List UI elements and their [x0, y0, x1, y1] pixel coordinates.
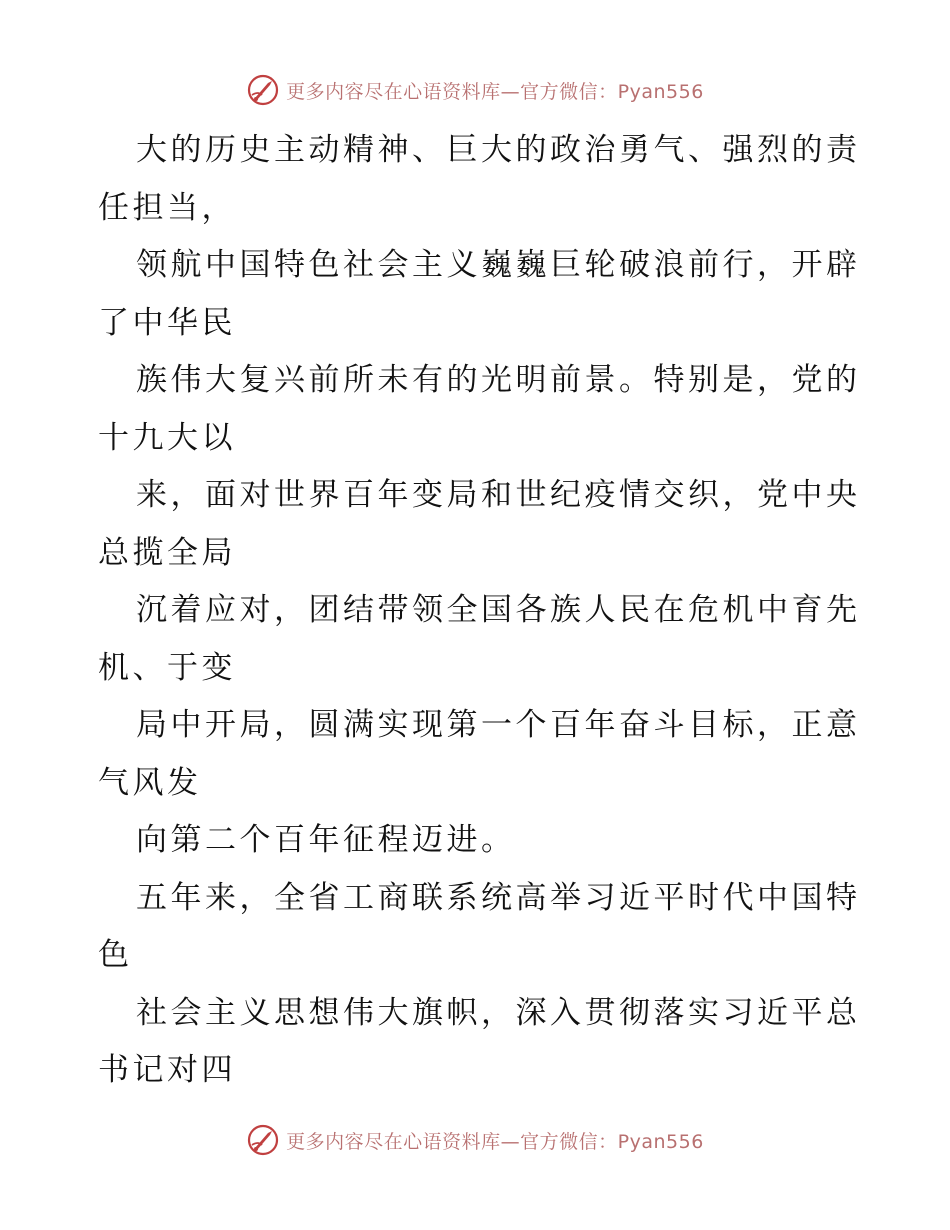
footer-watermark-banner	[0, 1120, 950, 1160]
text-line: 向第二个百年征程迈进。	[136, 822, 516, 858]
text-line: 书记对四	[98, 1052, 236, 1088]
document-body	[98, 122, 861, 1100]
text-line: 机、于变	[98, 649, 236, 686]
text-line: 族伟大复兴前所未有的光明前景。特别是，党的	[136, 362, 861, 398]
text-line: 色	[98, 937, 133, 973]
quill-pen-logo-icon	[246, 73, 280, 107]
watermark-text: 更多内容尽在心语资料库—官方微信：Pyan556	[286, 80, 704, 103]
watermark-text: 更多内容尽在心语资料库—官方微信：Pyan556	[286, 1130, 704, 1153]
text-line: 领航中国特色社会主义巍巍巨轮破浪前行，开辟	[136, 247, 861, 283]
quill-pen-logo-icon	[246, 1123, 280, 1157]
text-line: 社会主义思想伟大旗帜，深入贯彻落实习近平总	[136, 994, 861, 1031]
text-line: 总揽全局	[98, 534, 236, 571]
text-line: 了中华民	[98, 304, 236, 341]
text-line: 局中开局，圆满实现第一个百年奋斗目标，正意	[136, 707, 861, 743]
text-line: 任担当，	[98, 189, 236, 226]
text-line: 十九大以	[98, 419, 236, 456]
header-watermark-banner	[0, 70, 950, 110]
text-line: 气风发	[98, 764, 202, 801]
text-line: 沉着应对，团结带领全国各族人民在危机中育先	[136, 592, 861, 628]
text-line: 来，面对世界百年变局和世纪疫情交织，党中央	[136, 477, 861, 513]
text-line: 大的历史主动精神、巨大的政治勇气、强烈的责	[136, 132, 861, 168]
text-line: 五年来，全省工商联系统高举习近平时代中国特	[136, 879, 861, 916]
